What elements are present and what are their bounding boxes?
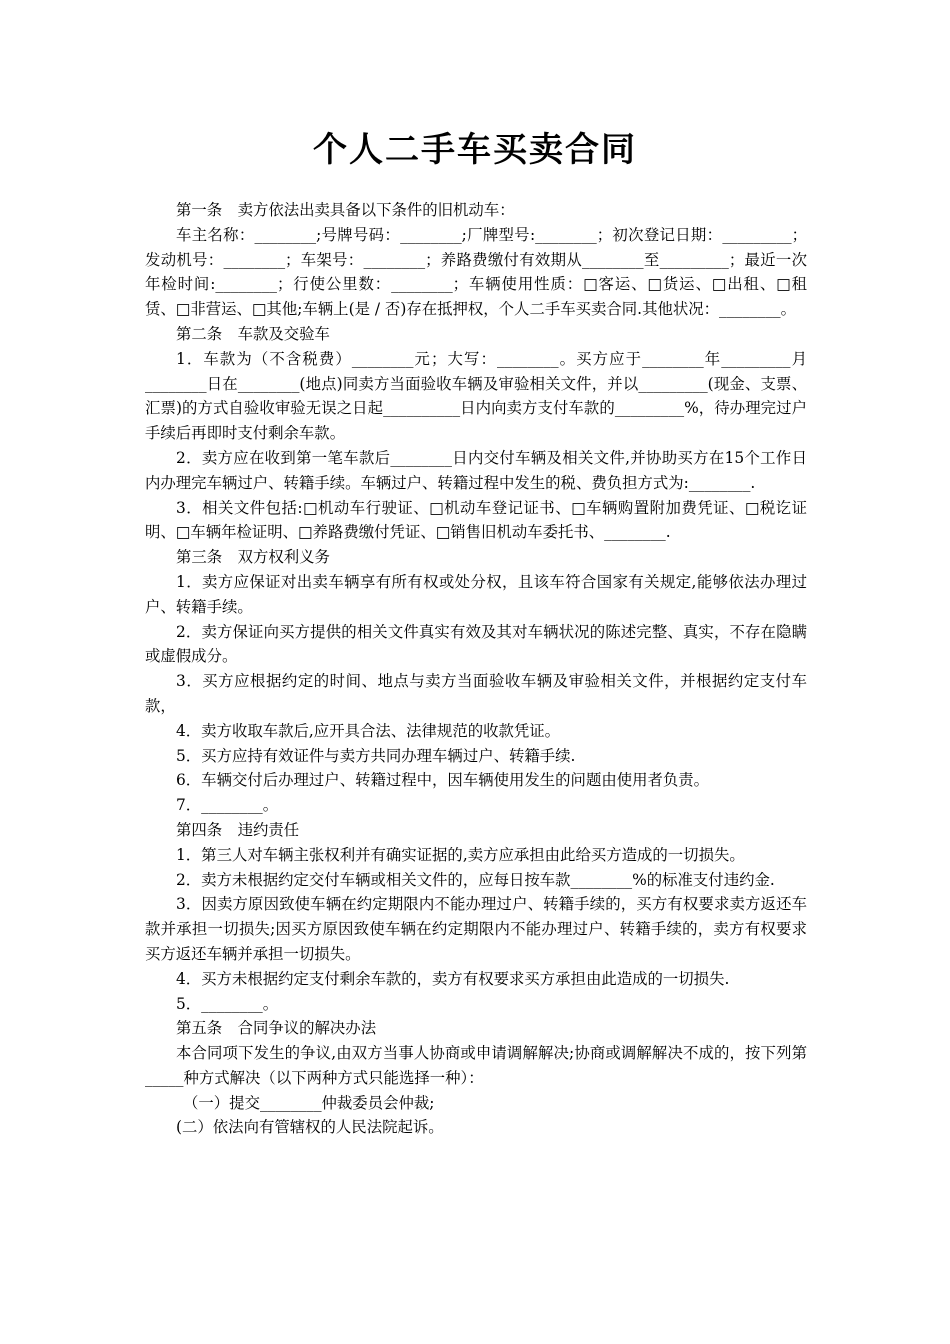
clause-5-intro: 本合同项下发生的争议,由双方当事人协商或申请调解解决;协商或调解解决不成的，按下列第_____种方式解决（以下两种方式只能选择一种）： (145, 1044, 807, 1087)
article-heading-2: 第二条 车款及交验车 (176, 324, 330, 343)
article-heading-4: 第四条 违约责任 (176, 820, 300, 839)
clause-3-7: 7．________。 (176, 796, 279, 815)
clause-4-1: 1．第三人对车辆主张权利并有确实证据的,卖方应承担由此给买方造成的一切损失。 (176, 845, 745, 864)
document-title: 个人二手车买卖合同 (313, 130, 637, 170)
clause-4-3: 3．因卖方原因致使车辆在约定期限内不能办理过户、转籍手续的，买方有权要求卖方返还车款并承担一切损失;因买方原因致使车辆在约定期限内不能办理过户、转籍手续的，卖方有权要求买方返还车辆并承担一切损失。 (145, 895, 807, 963)
clause-2-3: 3．相关文件包括:□机动车行驶证、□机动车登记证书、□车辆购置附加费凭证、□税讫证明、□车辆年检证明、□养路费缴付凭证、□销售旧机动车委托书、________. (145, 498, 807, 542)
clause-3-5: 5．买方应持有效证件与卖方共同办理车辆过户、转籍手续. (176, 746, 576, 765)
clause-5-option-1: （一）提交________仲裁委员会仲裁; (183, 1093, 435, 1112)
document-body (145, 198, 807, 1140)
article-heading-1: 第一条 卖方依法出卖具备以下条件的旧机动车： (176, 201, 515, 219)
clause-4-2: 2．卖方未根据约定交付车辆或相关文件的，应每日按车款________%的标准支付违约金. (176, 870, 775, 889)
clause-4-4: 4．买方未根据约定支付剩余车款的，卖方有权要求买方承担由此造成的一切损失. (176, 969, 730, 988)
clause-4-5: 5．________。 (176, 994, 279, 1013)
clause-3-4: 4．卖方收取车款后,应开具合法、法律规范的收款凭证。 (176, 721, 561, 740)
clause-3-6: 6．车辆交付后办理过户、转籍过程中，因车辆使用发生的问题由使用者负责。 (176, 771, 710, 790)
article-heading-3: 第三条 双方权利义务 (176, 548, 330, 567)
clause-5-option-2: (二）依法向有管辖权的人民法院起诉。 (176, 1118, 444, 1137)
clause-3-2: 2．卖方保证向买方提供的相关文件真实有效及其对车辆状况的陈述完整、真实，不存在隐瞒或虚假成分。 (145, 622, 807, 666)
clause-2-1: 1．车款为（不含税费）________元；大写：________。买方应于________年_________月________日在________(地点)同卖方当面验收车辆及审验相关文件，并以_________(现金、支票、汇票)的方式自验收审验无误之日起__________日内向卖方支付车款的_________%，待办理完过户手续后再即时支付剩余车款。 (145, 349, 807, 443)
article-heading-5: 第五条 合同争议的解决办法 (176, 1019, 377, 1038)
clause-2-2: 2．卖方应在收到第一笔车款后________日内交付车辆及相关文件,并协助买方在15个工作日内办理完车辆过户、转籍手续。车辆过户、转籍过程中发生的税、费负担方式为:________. (145, 448, 807, 492)
clause-3-1: 1．卖方应保证对出卖车辆享有所有权或处分权，且该车符合国家有关规定,能够依法办理过户、转籍手续。 (145, 572, 807, 616)
paragraph-vehicle-details: 车主名称：________;号牌号码：________;厂牌型号:________；初次登记日期：_________；发动机号：________；车架号：________；养路费缴付有效期从________至_________；最近一次年检时间:________；行使公里数：________；车辆使用性质：□客运、□货运、□出租、□租赁、□非营运、□其他;车辆上(是 / 否)存在抵押权，个人二手车买卖合同.其他状况：________。 (145, 225, 807, 319)
clause-3-3: 3．买方应根据约定的时间、地点与卖方当面验收车辆及审验相关文件，并根据约定支付车款， (145, 672, 807, 715)
